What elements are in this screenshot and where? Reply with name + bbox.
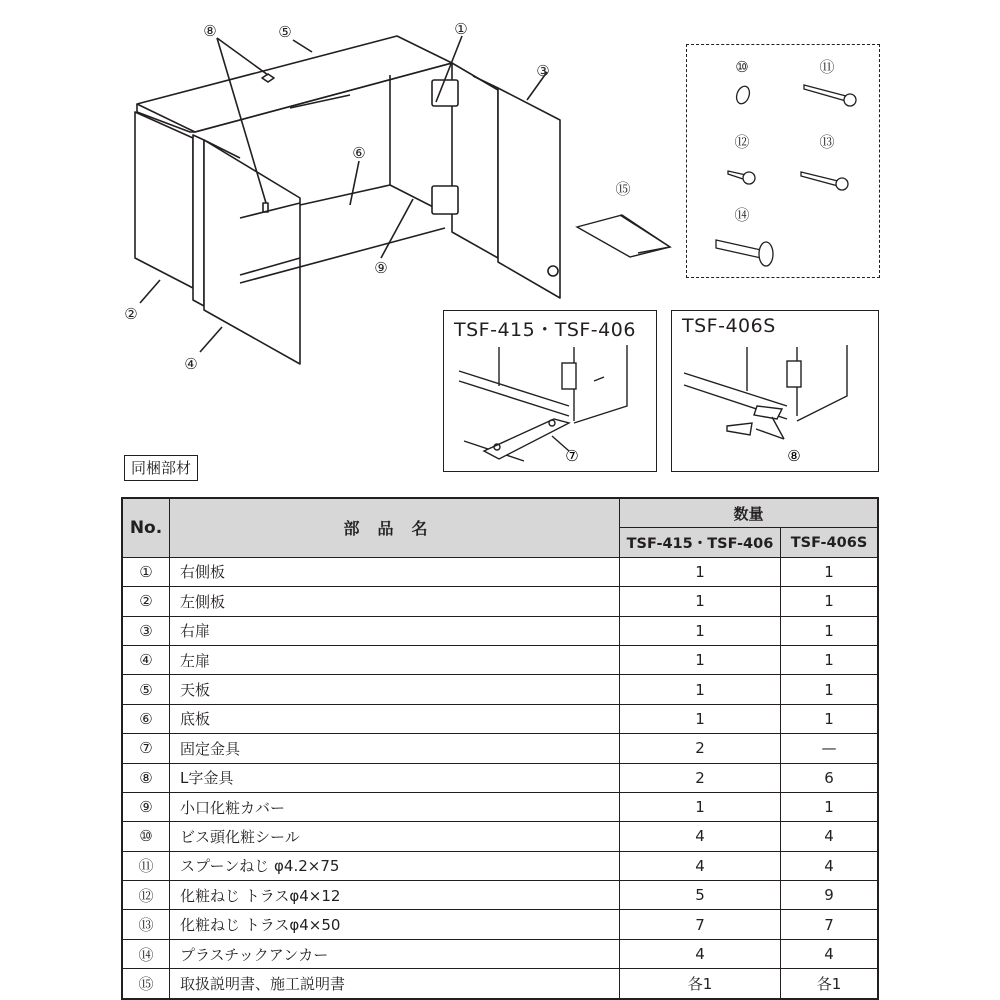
table-row bbox=[122, 734, 878, 763]
row-name: 左側板 bbox=[170, 587, 620, 616]
inset-title: TSF-406S bbox=[682, 315, 776, 337]
callout-14: ⑭ bbox=[734, 206, 750, 224]
row-no: ④ bbox=[122, 645, 170, 674]
row-name: 底板 bbox=[170, 704, 620, 733]
table-row bbox=[122, 792, 878, 821]
row-name: ビス頭化粧シール bbox=[170, 822, 620, 851]
table-row bbox=[122, 704, 878, 733]
hardware-illustrations bbox=[686, 44, 880, 278]
row-no: ① bbox=[122, 557, 170, 586]
header-model-1: TSF-415・TSF-406 bbox=[620, 528, 781, 557]
row-qty-1: 1 bbox=[620, 616, 781, 645]
row-no: ⑫ bbox=[122, 881, 170, 910]
row-qty-1: 4 bbox=[620, 822, 781, 851]
row-qty-2: 1 bbox=[781, 587, 879, 616]
row-name: 左扉 bbox=[170, 645, 620, 674]
row-no: ⑩ bbox=[122, 822, 170, 851]
row-qty-2: 4 bbox=[781, 822, 879, 851]
table-row bbox=[122, 763, 878, 792]
row-no: ③ bbox=[122, 616, 170, 645]
header-qty: 数量 bbox=[620, 498, 879, 528]
table-row bbox=[122, 851, 878, 880]
row-qty-1: 5 bbox=[620, 881, 781, 910]
row-qty-2: 4 bbox=[781, 851, 879, 880]
row-name: 取扱説明書、施工説明書 bbox=[170, 969, 620, 999]
callout-9: ⑨ bbox=[374, 259, 388, 277]
row-no: ② bbox=[122, 587, 170, 616]
row-qty-1: 2 bbox=[620, 763, 781, 792]
row-no: ⑨ bbox=[122, 792, 170, 821]
inset-tsf406s bbox=[671, 310, 879, 472]
section-label: 同梱部材 bbox=[124, 455, 198, 481]
row-qty-2: 1 bbox=[781, 675, 879, 704]
row-name: 天板 bbox=[170, 675, 620, 704]
header-name: 部品名 bbox=[170, 498, 620, 557]
cap-seal-icon bbox=[734, 84, 751, 105]
callout-3: ③ bbox=[536, 62, 550, 80]
inset-tsf415-406 bbox=[443, 310, 657, 472]
table-row bbox=[122, 587, 878, 616]
header-model-2: TSF-406S bbox=[781, 528, 879, 557]
row-name: 固定金具 bbox=[170, 734, 620, 763]
row-qty-2: 7 bbox=[781, 910, 879, 939]
row-name: L字金具 bbox=[170, 763, 620, 792]
row-qty-2: 6 bbox=[781, 763, 879, 792]
row-qty-1: 1 bbox=[620, 704, 781, 733]
callout-13: ⑬ bbox=[819, 133, 835, 151]
table-row bbox=[122, 645, 878, 674]
row-qty-2: 1 bbox=[781, 616, 879, 645]
row-name: 右側板 bbox=[170, 557, 620, 586]
row-qty-2: 各1 bbox=[781, 969, 879, 999]
callout-5: ⑤ bbox=[278, 23, 292, 41]
row-qty-2: 1 bbox=[781, 704, 879, 733]
row-name: プラスチックアンカー bbox=[170, 939, 620, 968]
row-qty-1: 1 bbox=[620, 557, 781, 586]
row-qty-2: 1 bbox=[781, 557, 879, 586]
row-qty-1: 4 bbox=[620, 851, 781, 880]
row-no: ⑪ bbox=[122, 851, 170, 880]
callout-8: ⑧ bbox=[203, 22, 217, 40]
row-qty-1: 各1 bbox=[620, 969, 781, 999]
row-no: ⑧ bbox=[122, 763, 170, 792]
table-row bbox=[122, 822, 878, 851]
table-row bbox=[122, 969, 878, 999]
callout-6: ⑥ bbox=[352, 144, 366, 162]
row-qty-2: 4 bbox=[781, 939, 879, 968]
row-no: ⑦ bbox=[122, 734, 170, 763]
table-row bbox=[122, 675, 878, 704]
callout-8: ⑧ bbox=[787, 447, 801, 465]
callout-15: ⑮ bbox=[615, 180, 631, 198]
callout-4: ④ bbox=[184, 355, 198, 373]
row-no: ⑥ bbox=[122, 704, 170, 733]
row-no: ⑬ bbox=[122, 910, 170, 939]
plastic-anchor-icon bbox=[716, 240, 761, 258]
inset-title: TSF-415・TSF-406 bbox=[454, 319, 636, 341]
callout-1: ① bbox=[454, 20, 468, 38]
callout-7: ⑦ bbox=[565, 447, 579, 465]
row-qty-1: 1 bbox=[620, 645, 781, 674]
table-row bbox=[122, 939, 878, 968]
callout-10: ⑩ bbox=[735, 58, 749, 76]
row-no: ⑭ bbox=[122, 939, 170, 968]
long-screw-icon bbox=[801, 172, 838, 186]
row-qty-1: 1 bbox=[620, 792, 781, 821]
row-qty-2: 9 bbox=[781, 881, 879, 910]
row-name: 化粧ねじ トラスφ4×50 bbox=[170, 910, 620, 939]
table-row bbox=[122, 910, 878, 939]
callout-11: ⑪ bbox=[819, 58, 835, 76]
row-qty-1: 1 bbox=[620, 587, 781, 616]
row-qty-2: 1 bbox=[781, 792, 879, 821]
manuals-illustration bbox=[577, 215, 670, 257]
row-qty-2: 1 bbox=[781, 645, 879, 674]
row-qty-1: 4 bbox=[620, 939, 781, 968]
callout-12: ⑫ bbox=[734, 133, 750, 151]
table-row bbox=[122, 557, 878, 586]
parts-table bbox=[121, 497, 879, 1000]
callout-2: ② bbox=[124, 305, 138, 323]
row-no: ⑮ bbox=[122, 969, 170, 999]
header-no: No. bbox=[122, 498, 170, 557]
table-row bbox=[122, 616, 878, 645]
row-qty-1: 2 bbox=[620, 734, 781, 763]
row-qty-1: 7 bbox=[620, 910, 781, 939]
row-name: 小口化粧カバー bbox=[170, 792, 620, 821]
row-name: 化粧ねじ トラスφ4×12 bbox=[170, 881, 620, 910]
row-name: スプーンねじ φ4.2×75 bbox=[170, 851, 620, 880]
row-qty-1: 1 bbox=[620, 675, 781, 704]
row-name: 右扉 bbox=[170, 616, 620, 645]
spoon-screw-icon bbox=[804, 85, 846, 101]
row-no: ⑤ bbox=[122, 675, 170, 704]
row-qty-2: — bbox=[781, 734, 879, 763]
table-row bbox=[122, 881, 878, 910]
